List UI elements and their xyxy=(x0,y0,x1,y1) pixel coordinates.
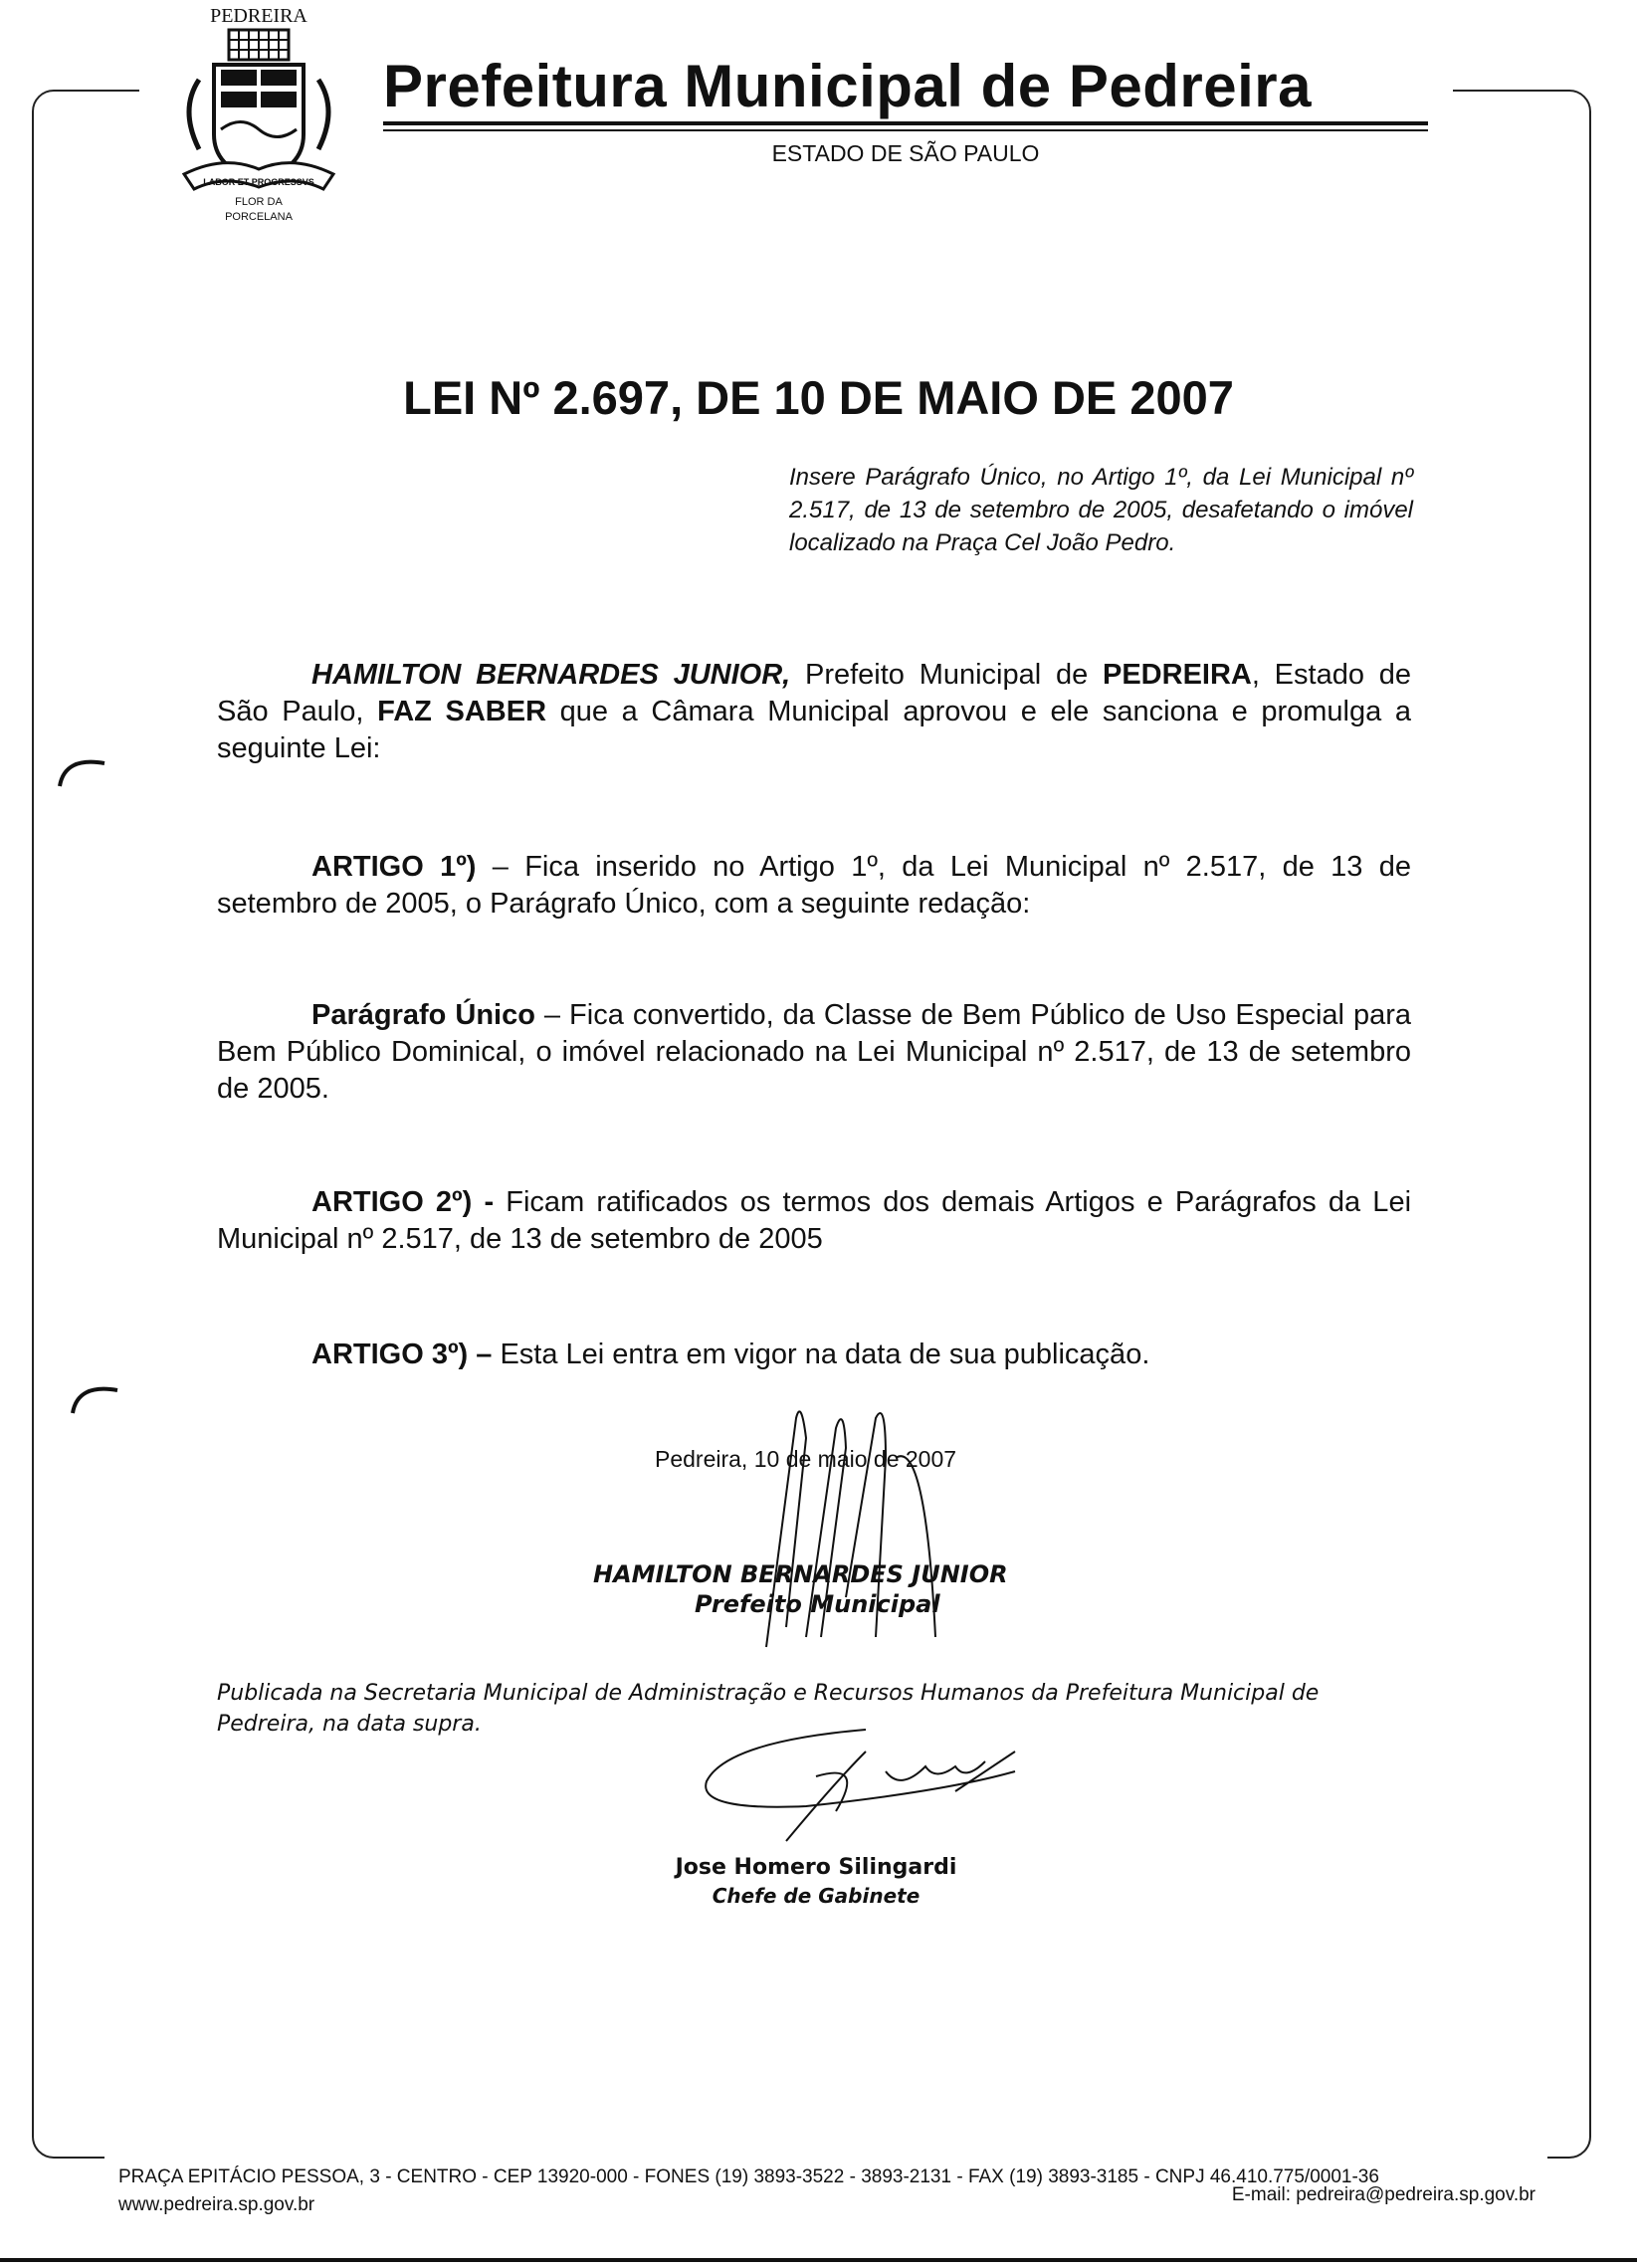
chief-role: Chefe de Gabinete xyxy=(712,1884,921,1908)
title-rule xyxy=(383,129,1428,131)
mayor-signature-name: HAMILTON BERNARDES JUNIOR xyxy=(593,1560,1008,1588)
title-rule xyxy=(383,121,1428,125)
footer-email[interactable]: E-mail: pedreira@pedreira.sp.gov.br xyxy=(1231,2184,1535,2205)
article-1: ARTIGO 1º) – Fica inserido no Artigo 1º, da Lei Municipal nº 2.517, de 13 de setembro de 2005, o Parágrafo Único, com a seguinte redação: xyxy=(217,851,1411,920)
municipal-crest-logo xyxy=(159,0,358,229)
svg-text:LABOR ET PROGRESSVS: LABOR ET PROGRESSVS xyxy=(203,177,314,187)
mayor-name: HAMILTON BERNARDES JUNIOR, xyxy=(311,659,791,691)
chief-name: Jose Homero Silingardi xyxy=(675,1855,957,1880)
article-2: ARTIGO 2º) - Ficam ratificados os termos dos demais Artigos e Parágrafos da Lei Municipal nº 2.517, de 13 de setembro de 2005 xyxy=(217,1186,1412,1255)
chief-handwritten-signature xyxy=(687,1722,1045,1861)
article-3: ARTIGO 3º) – Esta Lei entra em vigor na data de sua publicação. xyxy=(311,1339,1150,1370)
law-summary: Insere Parágrafo Único, no Artigo 1º, da Lei Municipal nº 2.517, de 13 de setembro de 2005, desafetando o imóvel localizado na Praça Cel João Pedro. xyxy=(789,464,1413,556)
publication-note: Publicada na Secretaria Municipal de Administração e Recursos Humanos da Prefeitura Municipal de Pedreira, na data supra. xyxy=(217,1681,1320,1737)
sole-paragraph: Parágrafo Único – Fica convertido, da Classe de Bem Público de Uso Especial para Bem Público Dominical, o imóvel relacionado na Lei Municipal nº 2.517, de 13 de setembro de 2005. xyxy=(217,999,1411,1105)
scan-mark xyxy=(55,751,114,791)
svg-text:PEDREIRA: PEDREIRA xyxy=(210,5,307,27)
law-title: LEI Nº 2.697, DE 10 DE MAIO DE 2007 xyxy=(403,371,1234,424)
mayor-signature-role: Prefeito Municipal xyxy=(695,1590,940,1618)
svg-text:FLOR DA: FLOR DA xyxy=(235,196,283,208)
frame-gap xyxy=(104,2140,1547,2169)
footer-address: PRAÇA EPITÁCIO PESSOA, 3 - CENTRO - CEP 13920-000 - FONES (19) 3893-3522 - 3893-2131 - FAX (19) 3893-3185 - CNPJ 46.410.775/0001-36 xyxy=(118,2166,1379,2187)
state-subtitle: ESTADO DE SÃO PAULO xyxy=(771,140,1040,166)
scan-mark xyxy=(68,1378,127,1418)
institution-title: Prefeitura Municipal de Pedreira xyxy=(383,53,1312,119)
city-date: Pedreira, 10 de maio de 2007 xyxy=(655,1446,957,1472)
bottom-rule xyxy=(0,2258,1637,2262)
mayor-handwritten-signature xyxy=(726,1398,965,1657)
footer-website[interactable]: www.pedreira.sp.gov.br xyxy=(118,2194,315,2215)
intro-paragraph: HAMILTON BERNARDES JUNIOR, Prefeito Municipal de PEDREIRA, Estado de São Paulo, FAZ SABER que a Câmara Municipal aprovou e ele sanciona e promulga a seguinte Lei: xyxy=(217,659,1411,764)
svg-text:PORCELANA: PORCELANA xyxy=(225,211,293,223)
